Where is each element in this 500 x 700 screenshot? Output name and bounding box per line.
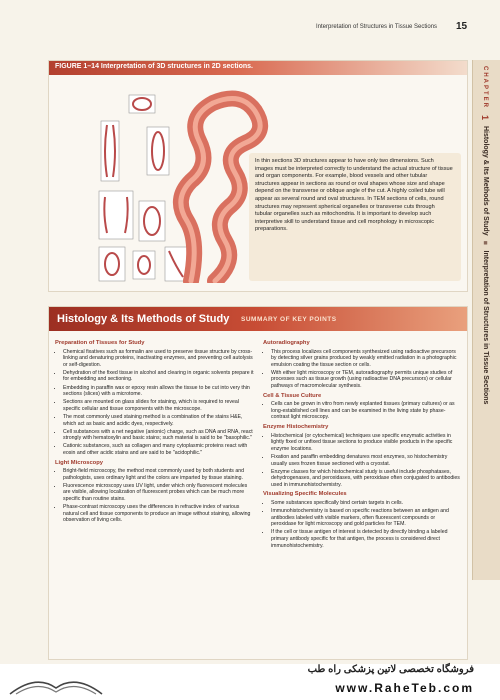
summary-bullet: • Cell substances with a net negative (anionic) charge, such as DNA and RNA, react strongly with hematoxylin and basic stains; such material is said to be "basophilic." xyxy=(63,429,255,442)
summary-bullet: • Embedding in paraffin wax or epoxy resin allows the tissue to be cut into very thin sections (slices) with a microtome. xyxy=(63,385,255,398)
summary-bullet-list xyxy=(263,433,461,489)
figure-caption: In thin sections 3D structures appear to have only two dimensions. Such images must be interpreted correctly to understand the actual structure of tissue and organ components. For example, blood vessels and other tubular structures appear in sections as round or oval shapes whose size and shape depend on the transverse or oblique angle of the cut. A highly coiled tube will appear as several round and oval structures. In TEM sections of cells, round structures may represent spherical organelles or transverse cuts through tubular organelles such as mitochondria. It is important to develop such interpretive skill to understand tissue and cell morphology in microscopic preparations. xyxy=(255,158,453,233)
summary-bullet: • Cells can be grown in vitro from newly explanted tissues (primary cultures) or as long-established cell lines and can be examined in the living state by phase-contrast light microscopy. xyxy=(271,401,461,421)
summary-bullet: • Immunohistochemistry is based on specific reactions between an antigen and antibodies labeled with visible markers, often fluorescent compounds or peroxidase for light microscopy and gold particles for TEM. xyxy=(271,508,461,528)
chapter-number: 1 xyxy=(480,114,490,120)
footer-store-name: فروشگاه تخصصی لاتین پزشکی راه طب xyxy=(307,664,474,675)
summary-bullet: • Histochemical (or cytochemical) techniques use specific enzymatic activities in lightly fixed or unfixed tissue sections to produce visible products in the specific enzyme locations. xyxy=(271,433,461,453)
summary-bullet-list xyxy=(55,468,255,524)
summary-bullet-list xyxy=(55,349,255,457)
figure-1-14 xyxy=(48,60,468,292)
summary-bullet: • Dehydration of the fixed tissue in alcohol and clearing in organic solvents prepare it for embedding and sectioning. xyxy=(63,370,255,383)
running-head: Interpretation of Structures in Tissue Sections xyxy=(316,24,438,30)
summary-bullet: • Chemical fixatives such as formalin are used to preserve tissue structure by cross-linking and denaturing proteins, inactivating enzymes, and preventing cell autolysis or self-digestion. xyxy=(63,349,255,369)
chapter-title: Histology & Its Methods of Study xyxy=(482,125,489,236)
summary-section-heading: Light Microscopy xyxy=(55,459,103,466)
summary-title: Histology & Its Methods of Study xyxy=(57,313,230,325)
book-stack-logo-icon xyxy=(6,668,106,698)
summary-section-heading: Autoradiography xyxy=(263,340,310,346)
summary-column-left xyxy=(55,337,255,525)
summary-bullet: • With either light microscopy or TEM, autoradiography permits unique studies of processes such as tissue growth (using radioactive DNA precursors) or cellular pathways of macromolecular synthesis. xyxy=(271,370,461,390)
summary-bullet-list xyxy=(263,500,461,549)
figure-title: FIGURE 1–14 Interpretation of 3D structures in 2D sections. xyxy=(55,63,253,70)
summary-bullet-list xyxy=(263,349,461,390)
summary-column-right xyxy=(263,337,461,551)
summary-section-heading: Visualizing Specific Molecules xyxy=(263,491,347,498)
summary-section-heading: Enzyme Histochemistry xyxy=(263,424,329,431)
summary-bullet: • Sections are mounted on glass slides for staining, which is required to reveal specific cellular and tissue components with the microscope. xyxy=(63,399,255,412)
summary-section-heading: Cell & Tissue Culture xyxy=(263,392,322,399)
summary-bullet: • Some substances specifically bind certain targets in cells. xyxy=(271,500,461,507)
summary-bullet: • Enzyme classes for which histochemical study is useful include phosphatases, dehydrogenases, and peroxidases, with peroxidase often conjugated to antibodies used in immunohistochemistry. xyxy=(271,469,461,489)
footer-url: www.RaheTeb.com xyxy=(335,681,474,695)
summary-bullet: • The most commonly used staining method is a combination of the stains H&E, which act as basic and acidic dyes, respectively. xyxy=(63,414,255,427)
summary-bullet: • Phase-contrast microscopy uses the differences in refractive index of various natural cell and tissue components to produce an image without staining, allowing observation of living cells. xyxy=(63,504,255,524)
summary-subtitle: SUMMARY OF KEY POINTS xyxy=(241,316,337,323)
summary-bullet: • This process localizes cell components synthesized using radioactive precursors by detecting silver grains produced by weakly emitted radiation in a photographic emulsion coating the tissue section or cells. xyxy=(271,349,461,369)
chapter-label: CHAPTER xyxy=(482,66,488,110)
chapter-separator: ■ xyxy=(482,239,489,247)
summary-bullet: • Cationic substances, such as collagen and many cytoplasmic proteins react with eosin and other acidic stains and are said to be "acidophilic." xyxy=(63,443,255,456)
summary-header xyxy=(49,307,467,331)
summary-bullet: • If the cell or tissue antigen of interest is detected by directly binding a labeled primary antibody specific for that antigen, the process is considered direct immunohistochemistry. xyxy=(271,529,461,549)
figure-title-bar xyxy=(49,61,467,75)
summary-bullet: • Fluorescence microscopy uses UV light, under which only fluorescent molecules are visible, allowing localization of fluorescent probes which can be much more specific than routine stains. xyxy=(63,483,255,503)
page-number: 15 xyxy=(456,21,468,32)
summary-bullet-list xyxy=(263,401,461,421)
summary-section-heading: Preparation of Tissues for Study xyxy=(55,340,145,346)
summary-box xyxy=(48,306,468,660)
summary-bullet: • Fixation and paraffin embedding denatures most enzymes, so histochemistry usually uses frozen tissue sectioned with a cryostat. xyxy=(271,454,461,467)
summary-bullet: • Bright-field microscopy, the method most commonly used by both students and pathologists, uses ordinary light and the colors are imparted by tissue staining. xyxy=(63,468,255,481)
chapter-subtitle: Interpretation of Structures in Tissue Sections xyxy=(482,250,489,405)
chapter-tab-text xyxy=(480,66,490,404)
